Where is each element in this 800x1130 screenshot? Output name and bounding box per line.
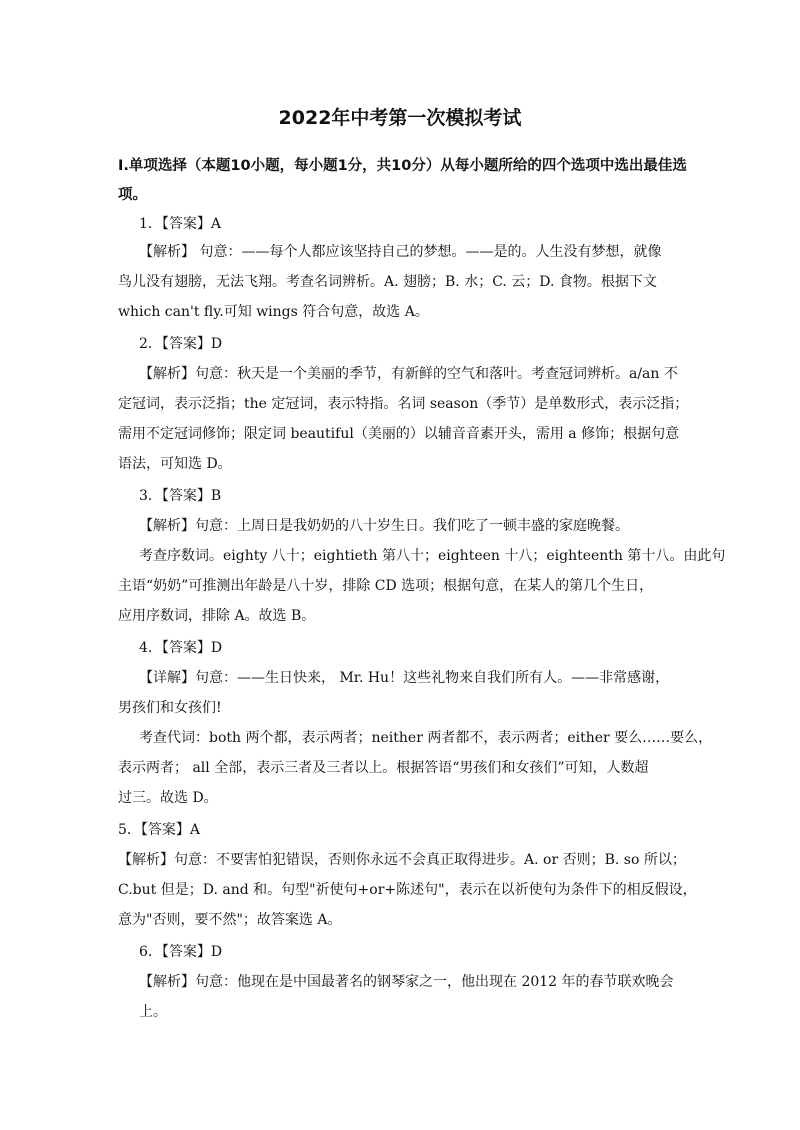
answer-line: 4．【答案】D: [139, 640, 223, 656]
explanation-line: 过三。故选 D。: [118, 790, 218, 806]
explanation-line: 需用不定冠词修饰；限定词 beautiful（美丽的）以辅音音素开头，需用 a 修饰；根据句意: [118, 426, 680, 442]
explanation-line: 主语“奶奶”可推测出年龄是八十岁，排除 CD 选项；根据句意，在某人的第几个生日，: [118, 578, 654, 594]
explanation-line: 【解析】句意：上周日是我奶奶的八十岁生日。我们吃了一顿丰盛的家庭晚餐。: [139, 518, 629, 534]
explanation-line: 【解析】 句意：——每个人都应该坚持自己的梦想。——是的。人生没有梦想，就像: [139, 244, 662, 260]
answer-line: 1．【答案】A: [139, 216, 222, 232]
answer-line: 3．【答案】B: [139, 488, 222, 504]
explanation-line: 应用序数词，排除 A。故选 B。: [118, 608, 316, 624]
explanation-line: 意为"否则，要不然"；故答案选 A。: [118, 912, 342, 928]
answer-line: 6．【答案】D: [139, 944, 223, 960]
explanation-line: 语法，可知选 D。: [118, 456, 232, 472]
explanation-line: 表示两者； all 全部，表示三者及三者以上。根据答语“男孩们和女孩们”可知，人数超: [118, 760, 649, 776]
explanation-line: which can't fly.可知 wings 符合句意，故选 A。: [118, 304, 429, 320]
section-heading: I.单项选择（本题10小题，每小题1分，共10分）从每小题所给的四个选项中选出最佳选项。: [118, 158, 687, 203]
explanation-line: 考查序数词。eighty 八十；eightieth 第八十；eighteen 十八；eighteenth 第十八。由此句: [139, 548, 726, 564]
explanation-line: 【解析】句意：秋天是一个美丽的季节，有新鲜的空气和落叶。考查冠词辨析。a/an 不: [139, 366, 678, 382]
answer-line: 2．【答案】D: [139, 336, 223, 352]
explanation-line: 【详解】句意：——生日快来， Mr. Hu！这些礼物来自我们所有人。——非常感谢，: [139, 670, 670, 686]
page-title: 2022年中考第一次模拟考试: [278, 107, 522, 129]
explanation-line: C.but 但是；D. and 和。句型"祈使句+or+陈述句"，表示在以祈使句为条件下的相反假设，: [118, 882, 697, 898]
explanation-line: 【解析】句意：不要害怕犯错误，否则你永远不会真正取得进步。A. or 否则；B. so 所以；: [118, 852, 686, 868]
explanation-line: 【解析】句意：他现在是中国最著名的钢琴家之一，他出现在 2012 年的春节联欢晚会: [139, 974, 674, 990]
explanation-line: 考查代词：both 两个都，表示两者；neither 两者都不，表示两者；either 要么……要么，: [139, 730, 713, 746]
explanation-line: 男孩们和女孩们!: [118, 700, 222, 716]
explanation-line: 定冠词，表示泛指；the 定冠词，表示特指。名词 season（季节）是单数形式，表示泛指；: [118, 396, 689, 412]
answer-line: 5．【答案】A: [118, 822, 201, 838]
explanation-line: 鸟儿没有翅膀，无法飞翔。考查名词辨析。A. 翅膀；B. 水；C. 云；D. 食物。根据下文: [118, 274, 657, 290]
explanation-line: 上。: [139, 1004, 167, 1020]
